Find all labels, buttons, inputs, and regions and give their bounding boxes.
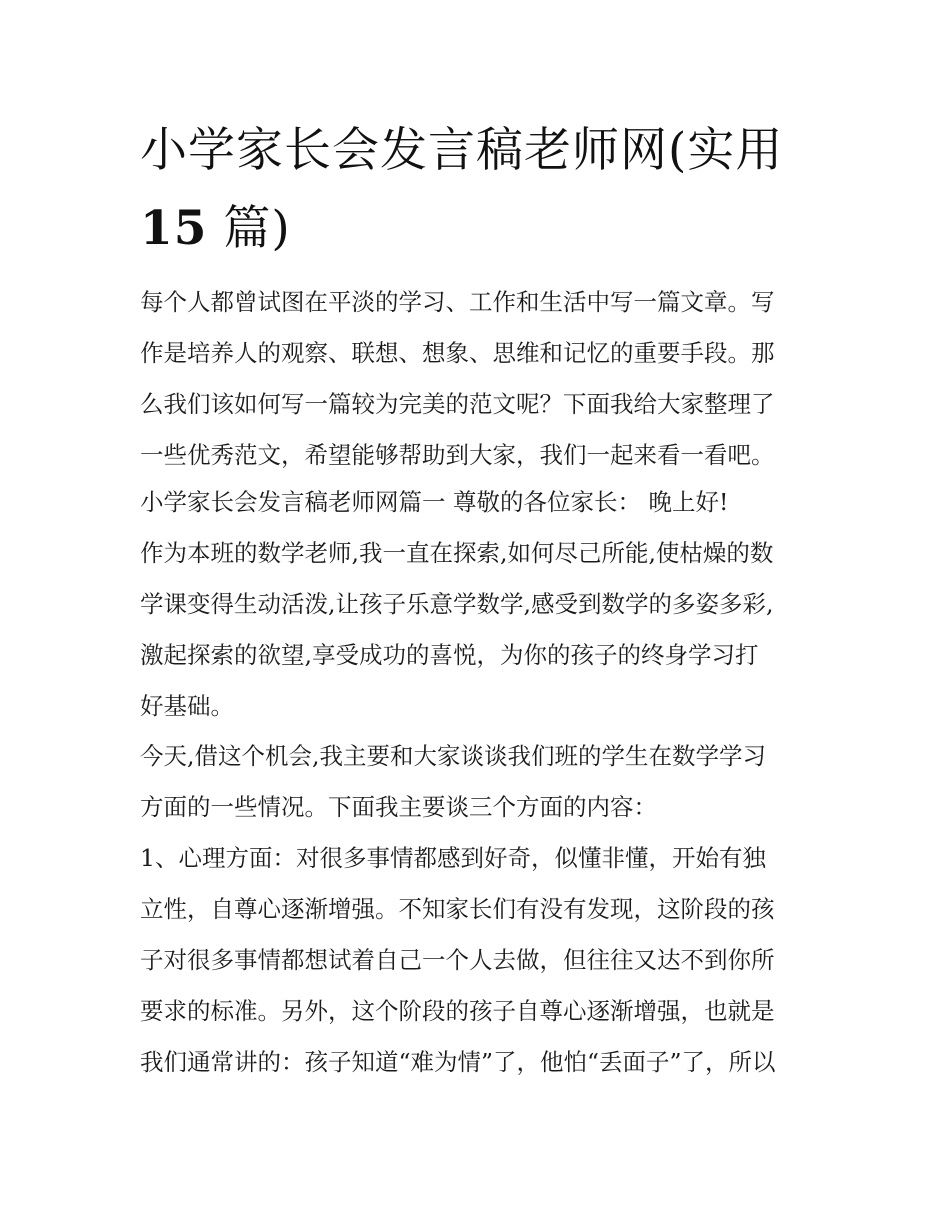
body-line: 子对很多事情都想试着自己一个人去做，但往往又达不到你所	[140, 946, 775, 974]
body-line: 么我们该如何写一篇较为完美的范文呢？下面我给大家整理了	[140, 390, 775, 418]
body-line: 我们通常讲的：孩子知道“难为情”了，他怕“丢面子”了，所以	[140, 1048, 776, 1076]
body-line: 1、心理方面：对很多事情都感到好奇，似懂非懂，开始有独	[140, 844, 766, 872]
body-line: 立性，自尊心逐渐增强。不知家长们有没有发现，这阶段的孩	[140, 895, 775, 923]
body-line: 学课变得生动活泼,让孩子乐意学数学,感受到数学的多姿多彩,	[140, 590, 774, 618]
body-line: 一些优秀范文，希望能够帮助到大家，我们一起来看一看吧。	[140, 441, 775, 469]
title-line-2-rest: 篇)	[207, 201, 291, 256]
body-line: 好基础。	[140, 692, 234, 720]
title-number: 15	[140, 201, 208, 256]
title-line-1: 小学家长会发言稿老师网(实用	[140, 123, 784, 178]
body-line: 作是培养人的观察、联想、想象、思维和记忆的重要手段。那	[140, 339, 775, 367]
body-line: 小学家长会发言稿老师网篇一 尊敬的各位家长： 晚上好!	[140, 488, 729, 516]
body-line: 每个人都曾试图在平淡的学习、工作和生活中写一篇文章。写	[140, 288, 775, 316]
body-line: 方面的一些情况。下面我主要谈三个方面的内容：	[140, 793, 657, 821]
body-line: 作为本班的数学老师,我一直在探索,如何尽己所能,使枯燥的数	[140, 539, 774, 567]
body-line: 要求的标准。另外，这个阶段的孩子自尊心逐渐增强，也就是	[140, 997, 775, 1025]
body-line: 今天,借这个机会,我主要和大家谈谈我们班的学生在数学学习	[140, 742, 766, 770]
document-title	[140, 112, 820, 268]
body-line: 激起探索的欲望,享受成功的喜悦，为你的孩子的终身学习打	[140, 641, 759, 669]
